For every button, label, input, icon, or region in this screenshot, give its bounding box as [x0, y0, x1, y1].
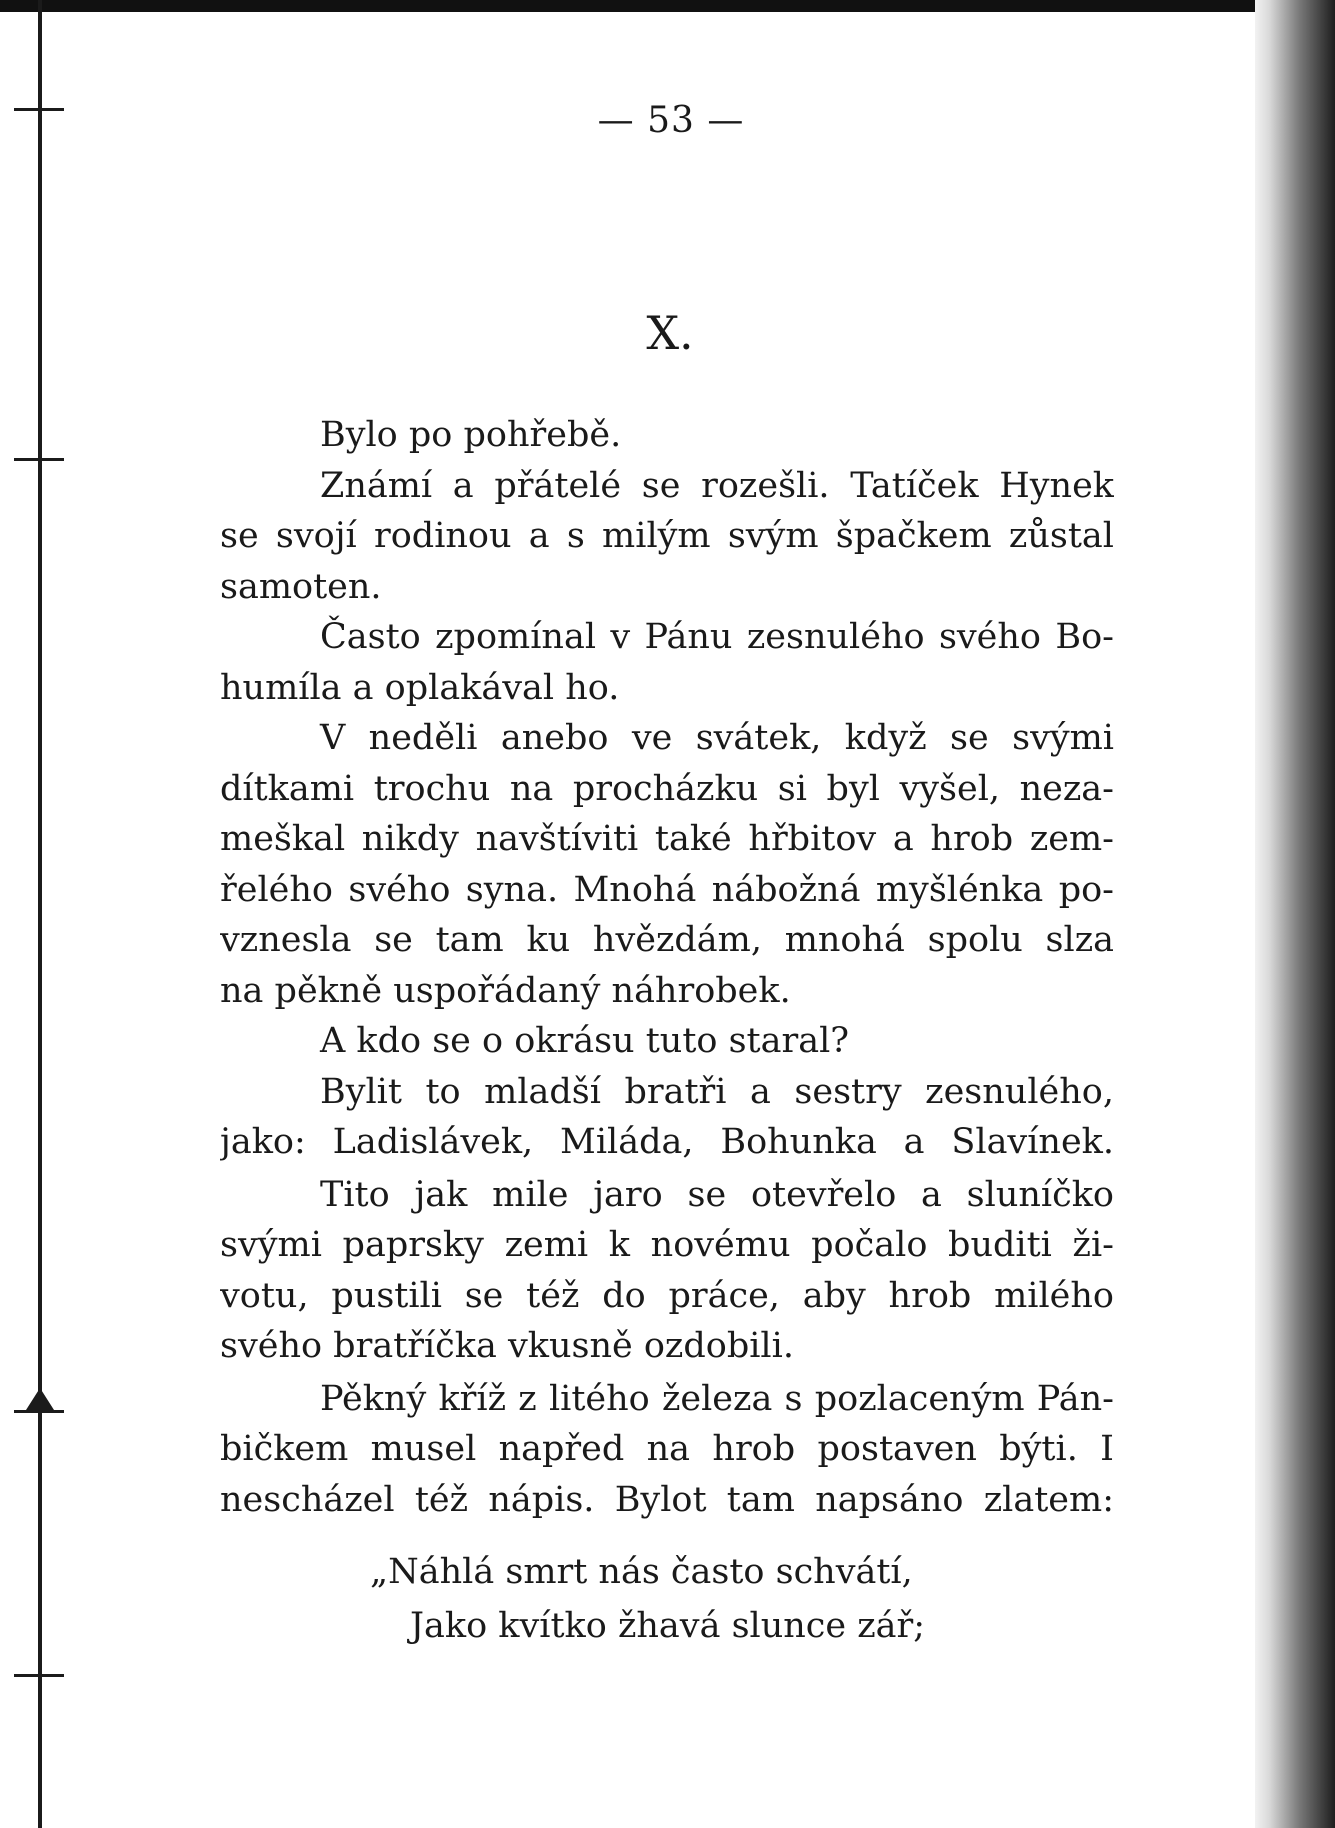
text-line: samoten. [220, 566, 382, 607]
text-line: svými paprsky zemi k novému počalo buditi ži- [220, 1225, 1114, 1265]
verse [370, 1545, 925, 1653]
text-line: A kdo se o okrásu tuto staral? [320, 1021, 850, 1061]
text-line: humíla a oplakával ho. [220, 667, 620, 708]
text-line: votu, pustili se též do práce, aby hrob milého [220, 1275, 1114, 1316]
text-line: na pěkně uspořádaný náhrobek. [220, 970, 791, 1011]
binding-arrow-icon [26, 1388, 54, 1410]
body-text [220, 410, 1114, 1525]
verse-line: Jako kvítko žhavá slunce zář; [410, 1606, 926, 1646]
chapter-heading: X. [646, 306, 694, 360]
scan-right-edge [1255, 0, 1335, 1828]
binding-tick [14, 1410, 64, 1413]
text-line: svého bratříčka vkusně ozdobili. [220, 1326, 794, 1366]
text-line: bičkem musel napřed na hrob postaven býti. I [220, 1429, 1114, 1469]
binding-tick [14, 108, 64, 111]
text-line: Bylit to mladší bratři a sestry zesnulého, [320, 1071, 1114, 1112]
text-line: Tito jak mile jaro se otevřelo a sluníčko [320, 1174, 1114, 1215]
binding-tick [14, 1674, 64, 1677]
text-line: se svojí rodinou a s milým svým špačkem zůstal [220, 516, 1114, 556]
text-line: nescházel též nápis. Bylot tam napsáno zlatem: [220, 1479, 1114, 1520]
text-line: dítkami trochu na procházku si byl vyšel, neza- [220, 768, 1114, 809]
text-line: řelého svého syna. Mnohá nábožná myšlénka po- [220, 869, 1114, 910]
scan-top-edge [0, 0, 1335, 12]
verse-line: „Náhlá smrt nás často schvátí, [370, 1552, 913, 1592]
page-number: — 53 — [597, 100, 745, 141]
binding-line [38, 0, 42, 1828]
text-line: vznesla se tam ku hvězdám, mnohá spolu slza [220, 920, 1114, 960]
text-line: Pěkný kříž z litého železa s pozlaceným Pán- [320, 1378, 1114, 1419]
text-line: Bylo po pohřebě. [320, 415, 622, 455]
text-line: V neděli anebo ve svátek, když se svými [320, 718, 1114, 758]
text-line: Známí a přátelé se rozešli. Tatíček Hynek [320, 465, 1114, 506]
text-line: Často zpomínal v Pánu zesnulého svého Bo- [320, 617, 1114, 657]
text-line: jako: Ladislávek, Miláda, Bohunka a Slavínek. [220, 1122, 1114, 1162]
text-line: meškal nikdy navštíviti také hřbitov a hrob zem- [220, 819, 1114, 859]
binding-tick [14, 458, 64, 461]
